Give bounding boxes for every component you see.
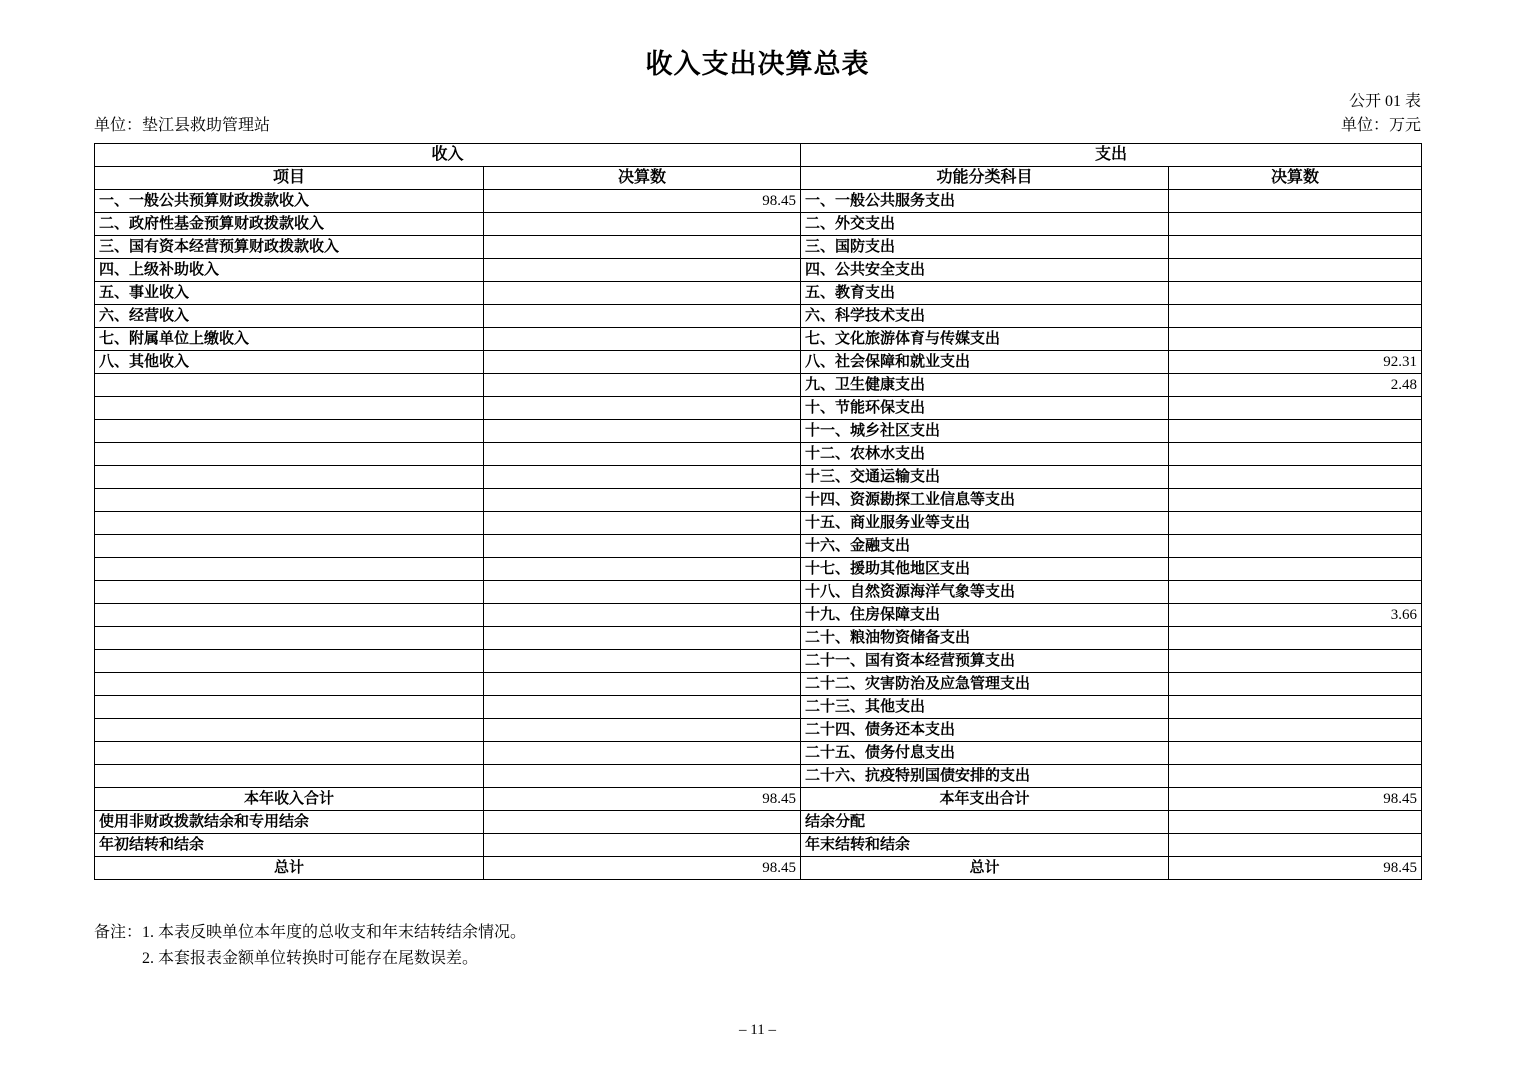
expenditure-item-cell: 二十四、债务还本支出 — [801, 719, 1169, 742]
revenue-item-cell — [95, 673, 484, 696]
revenue-item-cell: 一、一般公共预算财政拨款收入 — [95, 190, 484, 213]
expenditure-item-cell: 四、公共安全支出 — [801, 259, 1169, 282]
table-row — [95, 351, 1422, 374]
revenue-amount-cell — [484, 673, 801, 696]
expenditure-item-cell: 十六、金融支出 — [801, 535, 1169, 558]
expenditure-amount-cell — [1169, 443, 1422, 466]
expenditure-amount-cell — [1169, 420, 1422, 443]
table-row — [95, 374, 1422, 397]
expenditure-amount-cell — [1169, 259, 1422, 282]
table-row — [95, 558, 1422, 581]
table-row — [95, 604, 1422, 627]
table-row — [95, 282, 1422, 305]
expenditure-amount-cell: 98.45 — [1169, 857, 1422, 880]
page-title: 收入支出决算总表 — [645, 49, 870, 79]
expenditure-item-column-header: 功能分类科目 — [801, 167, 1169, 190]
revenue-section-header: 收入 — [95, 144, 801, 167]
expenditure-amount-cell — [1169, 466, 1422, 489]
table-body — [95, 190, 1422, 880]
revenue-item-cell — [95, 420, 484, 443]
expenditure-item-cell: 十一、城乡社区支出 — [801, 420, 1169, 443]
revenue-item-cell — [95, 489, 484, 512]
revenue-item-cell — [95, 535, 484, 558]
revenue-item-cell — [95, 558, 484, 581]
expenditure-item-cell: 十九、住房保障支出 — [801, 604, 1169, 627]
section-header-row — [95, 144, 1422, 167]
expenditure-item-cell: 总计 — [801, 857, 1169, 880]
expenditure-item-cell: 二十一、国有资本经营预算支出 — [801, 650, 1169, 673]
revenue-item-cell — [95, 650, 484, 673]
budget-table — [94, 143, 1422, 880]
revenue-amount-cell — [484, 650, 801, 673]
expenditure-amount-cell — [1169, 305, 1422, 328]
table-row — [95, 765, 1422, 788]
revenue-item-cell — [95, 374, 484, 397]
revenue-amount-cell — [484, 259, 801, 282]
table-row — [95, 443, 1422, 466]
meta-row — [94, 116, 1421, 136]
revenue-amount-cell — [484, 627, 801, 650]
notes — [94, 920, 1421, 972]
summary-row — [95, 811, 1422, 834]
revenue-amount-cell — [484, 834, 801, 857]
table-row — [95, 673, 1422, 696]
table-row — [95, 259, 1422, 282]
revenue-amount-cell — [484, 489, 801, 512]
expenditure-item-cell: 十三、交通运输支出 — [801, 466, 1169, 489]
expenditure-amount-cell — [1169, 489, 1422, 512]
revenue-amount-cell — [484, 581, 801, 604]
note-line-2: 2. 本套报表金额单位转换时可能存在尾数误差。 — [142, 950, 479, 967]
expenditure-item-cell: 十五、商业服务业等支出 — [801, 512, 1169, 535]
expenditure-amount-cell — [1169, 742, 1422, 765]
revenue-amount-cell — [484, 328, 801, 351]
revenue-item-cell — [95, 443, 484, 466]
table-row — [95, 650, 1422, 673]
table-row — [95, 213, 1422, 236]
expenditure-amount-cell — [1169, 650, 1422, 673]
notes-label: 备注： — [94, 924, 143, 941]
revenue-amount-cell — [484, 466, 801, 489]
expenditure-item-cell: 年末结转和结余 — [801, 834, 1169, 857]
revenue-amount-cell — [484, 397, 801, 420]
revenue-amount-cell — [484, 742, 801, 765]
expenditure-item-cell: 六、科学技术支出 — [801, 305, 1169, 328]
revenue-item-cell — [95, 466, 484, 489]
table-row — [95, 397, 1422, 420]
revenue-amount-cell — [484, 811, 801, 834]
expenditure-amount-cell — [1169, 397, 1422, 420]
revenue-item-cell: 八、其他收入 — [95, 351, 484, 374]
column-header-row — [95, 167, 1422, 190]
expenditure-amount-cell — [1169, 834, 1422, 857]
revenue-amount-cell: 98.45 — [484, 190, 801, 213]
unit-label: 单位：垫江县救助管理站 — [94, 117, 271, 134]
expenditure-item-cell: 二十二、灾害防治及应急管理支出 — [801, 673, 1169, 696]
expenditure-amount-cell — [1169, 811, 1422, 834]
expenditure-item-cell: 本年支出合计 — [801, 788, 1169, 811]
revenue-item-cell — [95, 604, 484, 627]
expenditure-item-cell: 二十六、抗疫特别国债安排的支出 — [801, 765, 1169, 788]
expenditure-amount-cell — [1169, 719, 1422, 742]
revenue-amount-cell — [484, 512, 801, 535]
expenditure-item-cell: 十七、援助其他地区支出 — [801, 558, 1169, 581]
expenditure-item-cell: 八、社会保障和就业支出 — [801, 351, 1169, 374]
revenue-item-cell — [95, 719, 484, 742]
expenditure-amount-column-header: 决算数 — [1169, 167, 1422, 190]
expenditure-amount-cell — [1169, 213, 1422, 236]
expenditure-amount-cell — [1169, 627, 1422, 650]
expenditure-amount-cell: 98.45 — [1169, 788, 1422, 811]
expenditure-item-cell: 十二、农林水支出 — [801, 443, 1169, 466]
revenue-amount-cell — [484, 305, 801, 328]
revenue-item-cell: 三、国有资本经营预算财政拨款收入 — [95, 236, 484, 259]
table-code: 公开 01 表 — [1348, 93, 1421, 110]
revenue-amount-cell — [484, 282, 801, 305]
table-row — [95, 489, 1422, 512]
table-row — [95, 696, 1422, 719]
expenditure-amount-cell — [1169, 673, 1422, 696]
revenue-amount-cell — [484, 696, 801, 719]
expenditure-amount-cell — [1169, 282, 1422, 305]
expenditure-item-cell: 二、外交支出 — [801, 213, 1169, 236]
revenue-item-cell: 二、政府性基金预算财政拨款收入 — [95, 213, 484, 236]
revenue-item-cell: 本年收入合计 — [95, 788, 484, 811]
table-row — [95, 627, 1422, 650]
revenue-amount-cell — [484, 351, 801, 374]
expenditure-amount-cell — [1169, 696, 1422, 719]
expenditure-item-cell: 一、一般公共服务支出 — [801, 190, 1169, 213]
table-row — [95, 466, 1422, 489]
expenditure-amount-cell — [1169, 765, 1422, 788]
table-row — [95, 512, 1422, 535]
revenue-item-cell: 四、上级补助收入 — [95, 259, 484, 282]
revenue-item-cell — [95, 581, 484, 604]
revenue-item-cell: 年初结转和结余 — [95, 834, 484, 857]
summary-row — [95, 834, 1422, 857]
expenditure-item-cell: 九、卫生健康支出 — [801, 374, 1169, 397]
revenue-amount-cell — [484, 420, 801, 443]
table-row — [95, 535, 1422, 558]
expenditure-amount-cell — [1169, 581, 1422, 604]
expenditure-item-cell: 五、教育支出 — [801, 282, 1169, 305]
expenditure-amount-cell — [1169, 512, 1422, 535]
expenditure-amount-cell: 92.31 — [1169, 351, 1422, 374]
table-row — [95, 236, 1422, 259]
expenditure-amount-cell — [1169, 328, 1422, 351]
table-row — [95, 581, 1422, 604]
revenue-amount-cell — [484, 558, 801, 581]
page-number: – 11 – — [739, 1022, 776, 1038]
revenue-amount-cell — [484, 719, 801, 742]
expenditure-item-cell: 二十、粮油物资储备支出 — [801, 627, 1169, 650]
revenue-item-cell — [95, 696, 484, 719]
revenue-item-cell — [95, 397, 484, 420]
expenditure-section-header: 支出 — [801, 144, 1422, 167]
table-row — [95, 190, 1422, 213]
revenue-item-cell: 使用非财政拨款结余和专用结余 — [95, 811, 484, 834]
note-line-1: 1. 本表反映单位本年度的总收支和年末结转结余情况。 — [142, 924, 527, 941]
expenditure-amount-cell: 3.66 — [1169, 604, 1422, 627]
expenditure-amount-cell — [1169, 535, 1422, 558]
expenditure-item-cell: 结余分配 — [801, 811, 1169, 834]
revenue-item-cell: 七、附属单位上缴收入 — [95, 328, 484, 351]
revenue-amount-cell — [484, 374, 801, 397]
revenue-amount-cell — [484, 443, 801, 466]
expenditure-amount-cell: 2.48 — [1169, 374, 1422, 397]
revenue-item-cell: 六、经营收入 — [95, 305, 484, 328]
revenue-amount-column-header: 决算数 — [484, 167, 801, 190]
revenue-item-cell — [95, 627, 484, 650]
table-row — [95, 305, 1422, 328]
table-row — [95, 328, 1422, 351]
expenditure-item-cell: 七、文化旅游体育与传媒支出 — [801, 328, 1169, 351]
currency-unit-label: 单位：万元 — [1340, 117, 1421, 134]
expenditure-item-cell: 十八、自然资源海洋气象等支出 — [801, 581, 1169, 604]
expenditure-item-cell: 十四、资源勘探工业信息等支出 — [801, 489, 1169, 512]
revenue-amount-cell — [484, 236, 801, 259]
table-row — [95, 420, 1422, 443]
revenue-item-cell — [95, 512, 484, 535]
revenue-amount-cell: 98.45 — [484, 788, 801, 811]
revenue-item-cell — [95, 765, 484, 788]
revenue-item-cell: 总计 — [95, 857, 484, 880]
revenue-item-cell: 五、事业收入 — [95, 282, 484, 305]
revenue-amount-cell — [484, 604, 801, 627]
revenue-item-cell — [95, 742, 484, 765]
revenue-amount-cell: 98.45 — [484, 857, 801, 880]
summary-row — [95, 857, 1422, 880]
table-row — [95, 719, 1422, 742]
expenditure-item-cell: 十、节能环保支出 — [801, 397, 1169, 420]
expenditure-amount-cell — [1169, 558, 1422, 581]
revenue-item-column-header: 项目 — [95, 167, 484, 190]
expenditure-amount-cell — [1169, 190, 1422, 213]
expenditure-amount-cell — [1169, 236, 1422, 259]
revenue-amount-cell — [484, 765, 801, 788]
revenue-amount-cell — [484, 535, 801, 558]
table-row — [95, 742, 1422, 765]
summary-row — [95, 788, 1422, 811]
expenditure-item-cell: 二十三、其他支出 — [801, 696, 1169, 719]
expenditure-item-cell: 二十五、债务付息支出 — [801, 742, 1169, 765]
expenditure-item-cell: 三、国防支出 — [801, 236, 1169, 259]
revenue-amount-cell — [484, 213, 801, 236]
